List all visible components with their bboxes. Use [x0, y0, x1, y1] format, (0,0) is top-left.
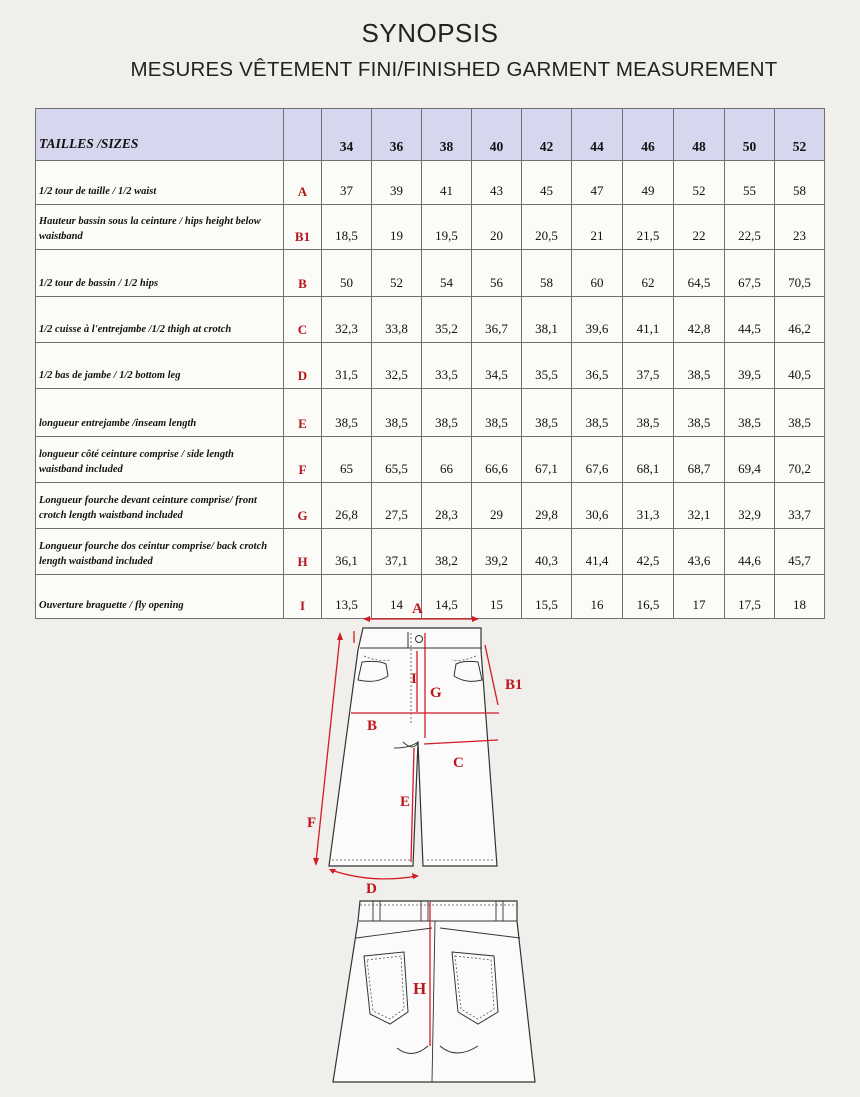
size-header-cell: 50	[725, 109, 775, 161]
measurement-value: 36,7	[472, 297, 522, 343]
measurement-value: 37,5	[623, 343, 674, 389]
measurement-value: 60	[572, 250, 623, 297]
page-subtitle: MESURES VÊTEMENT FINI/FINISHED GARMENT MEASUREMENT	[130, 58, 778, 81]
measurement-code: F	[284, 437, 322, 483]
measurement-value: 56	[472, 250, 522, 297]
measurement-value: 20,5	[522, 205, 572, 250]
measurement-value: 62	[623, 250, 674, 297]
measurement-value: 68,1	[623, 437, 674, 483]
measurement-value: 38,5	[522, 389, 572, 437]
measurement-value: 43,6	[674, 529, 725, 575]
label-e: E	[400, 794, 411, 810]
label-a: A	[412, 601, 423, 617]
measurement-value: 23	[775, 205, 825, 250]
label-d: D	[366, 881, 377, 897]
measurement-code: B	[284, 250, 322, 297]
measurement-value: 17	[674, 575, 725, 619]
measurement-value: 37,1	[372, 529, 422, 575]
size-header-cell: 40	[472, 109, 522, 161]
measurement-value: 45,7	[775, 529, 825, 575]
size-header-cell: 38	[422, 109, 472, 161]
measurement-value: 38,5	[623, 389, 674, 437]
measurement-value: 43	[472, 161, 522, 205]
measurement-code: C	[284, 297, 322, 343]
measurement-value: 19,5	[422, 205, 472, 250]
measurement-label: Longueur fourche dos ceintur comprise/ back crotch length waistband included	[36, 529, 284, 575]
header-sizes-label: TAILLES /SIZES	[36, 109, 284, 161]
front-view-drawing	[329, 628, 497, 866]
measurement-value: 39,2	[472, 529, 522, 575]
measurement-value: 36,5	[572, 343, 623, 389]
measurement-value: 65	[322, 437, 372, 483]
measurement-value: 58	[775, 161, 825, 205]
measurement-value: 33,7	[775, 483, 825, 529]
measurement-value: 42,5	[623, 529, 674, 575]
measurement-value: 44,5	[725, 297, 775, 343]
measurement-value: 22,5	[725, 205, 775, 250]
measurement-label: Ouverture braguette / fly opening	[36, 575, 284, 619]
page-title: SYNOPSIS	[361, 18, 499, 48]
measurement-label: longueur côté ceinture comprise / side length waistband included	[36, 437, 284, 483]
measurement-value: 37	[322, 161, 372, 205]
label-h: H	[413, 979, 427, 998]
measurement-code: B1	[284, 205, 322, 250]
measurement-value: 41,1	[623, 297, 674, 343]
measurement-value: 18	[775, 575, 825, 619]
measurement-label: 1/2 cuisse à l'entrejambe /1/2 thigh at crotch	[36, 297, 284, 343]
measurement-value: 16,5	[623, 575, 674, 619]
measurement-value: 69,4	[725, 437, 775, 483]
measurement-value: 65,5	[372, 437, 422, 483]
label-b1: B1	[505, 677, 523, 693]
measurement-value: 34,5	[472, 343, 522, 389]
measurement-code: D	[284, 343, 322, 389]
label-i: I	[411, 671, 417, 687]
measurement-value: 13,5	[322, 575, 372, 619]
measurement-value: 17,5	[725, 575, 775, 619]
measurement-label: longueur entrejambe /inseam length	[36, 389, 284, 437]
measurement-value: 15	[472, 575, 522, 619]
measurement-label: 1/2 tour de bassin / 1/2 hips	[36, 250, 284, 297]
measurement-value: 29,8	[522, 483, 572, 529]
size-header-cell: 44	[572, 109, 623, 161]
measurement-value: 68,7	[674, 437, 725, 483]
size-header-cell: 46	[623, 109, 674, 161]
measurement-value: 38,5	[775, 389, 825, 437]
measurement-value: 32,5	[372, 343, 422, 389]
measurement-code: H	[284, 529, 322, 575]
measurement-value: 70,5	[775, 250, 825, 297]
back-view-drawing	[333, 901, 535, 1082]
measurement-value: 30,6	[572, 483, 623, 529]
measurement-value: 32,1	[674, 483, 725, 529]
measurement-value: 33,5	[422, 343, 472, 389]
measurement-value: 52	[674, 161, 725, 205]
measurement-value: 39,5	[725, 343, 775, 389]
measurement-value: 67,1	[522, 437, 572, 483]
measurement-value: 38,1	[522, 297, 572, 343]
measurement-value: 14	[372, 575, 422, 619]
measurement-label: Hauteur bassin sous la ceinture / hips height below waistband	[36, 205, 284, 250]
measurement-value: 41,4	[572, 529, 623, 575]
measurement-value: 50	[322, 250, 372, 297]
size-header-cell: 42	[522, 109, 572, 161]
measurement-value: 46,2	[775, 297, 825, 343]
measurement-value: 15,5	[522, 575, 572, 619]
measurement-value: 64,5	[674, 250, 725, 297]
measurement-value: 54	[422, 250, 472, 297]
label-c: C	[453, 755, 464, 771]
measurement-value: 18,5	[322, 205, 372, 250]
label-b: B	[367, 718, 378, 734]
measurement-value: 38,5	[422, 389, 472, 437]
label-g: G	[430, 685, 442, 701]
measurement-value: 35,5	[522, 343, 572, 389]
measurement-value: 38,5	[674, 343, 725, 389]
measurement-value: 31,5	[322, 343, 372, 389]
measurement-value: 55	[725, 161, 775, 205]
measurement-value: 67,6	[572, 437, 623, 483]
measurement-value: 22	[674, 205, 725, 250]
measurement-value: 29	[472, 483, 522, 529]
measurement-value: 16	[572, 575, 623, 619]
measurement-value: 42,8	[674, 297, 725, 343]
measurement-value: 36,1	[322, 529, 372, 575]
measurement-value: 47	[572, 161, 623, 205]
measurement-value: 14,5	[422, 575, 472, 619]
measurement-value: 38,5	[372, 389, 422, 437]
measurement-value: 52	[372, 250, 422, 297]
measurement-code: E	[284, 389, 322, 437]
measurement-value: 39,6	[572, 297, 623, 343]
measurement-value: 20	[472, 205, 522, 250]
measurement-value: 44,6	[725, 529, 775, 575]
measurement-value: 45	[522, 161, 572, 205]
measurement-value: 27,5	[372, 483, 422, 529]
size-header-cell: 52	[775, 109, 825, 161]
size-header-cell: 34	[322, 109, 372, 161]
measurement-label: Longueur fourche devant ceinture comprise/ front crotch length waistband included	[36, 483, 284, 529]
measurement-value: 70,2	[775, 437, 825, 483]
measurement-value: 35,2	[422, 297, 472, 343]
measurement-code: A	[284, 161, 322, 205]
measurement-value: 66,6	[472, 437, 522, 483]
measurement-value: 38,5	[572, 389, 623, 437]
measurement-value: 41	[422, 161, 472, 205]
measurement-value: 32,9	[725, 483, 775, 529]
size-header-cell: 36	[372, 109, 422, 161]
measurement-value: 49	[623, 161, 674, 205]
measurement-code: I	[284, 575, 322, 619]
measurement-value: 39	[372, 161, 422, 205]
label-f: F	[307, 815, 317, 831]
measurement-value: 58	[522, 250, 572, 297]
measurement-value: 38,2	[422, 529, 472, 575]
measurement-value: 31,3	[623, 483, 674, 529]
measurement-value: 40,3	[522, 529, 572, 575]
measurement-value: 40,5	[775, 343, 825, 389]
measurement-value: 33,8	[372, 297, 422, 343]
measurement-code: G	[284, 483, 322, 529]
measurement-label: 1/2 tour de taille / 1/2 waist	[36, 161, 284, 205]
size-header-cell: 48	[674, 109, 725, 161]
measurement-value: 38,5	[674, 389, 725, 437]
measurement-value: 38,5	[472, 389, 522, 437]
measurement-value: 66	[422, 437, 472, 483]
measurement-value: 28,3	[422, 483, 472, 529]
measurement-value: 32,3	[322, 297, 372, 343]
measurement-value: 38,5	[322, 389, 372, 437]
measurement-value: 26,8	[322, 483, 372, 529]
measurement-value: 38,5	[725, 389, 775, 437]
measurement-value: 21	[572, 205, 623, 250]
measurement-value: 21,5	[623, 205, 674, 250]
measurement-label: 1/2 bas de jambe / 1/2 bottom leg	[36, 343, 284, 389]
measurement-value: 67,5	[725, 250, 775, 297]
measurement-value: 19	[372, 205, 422, 250]
